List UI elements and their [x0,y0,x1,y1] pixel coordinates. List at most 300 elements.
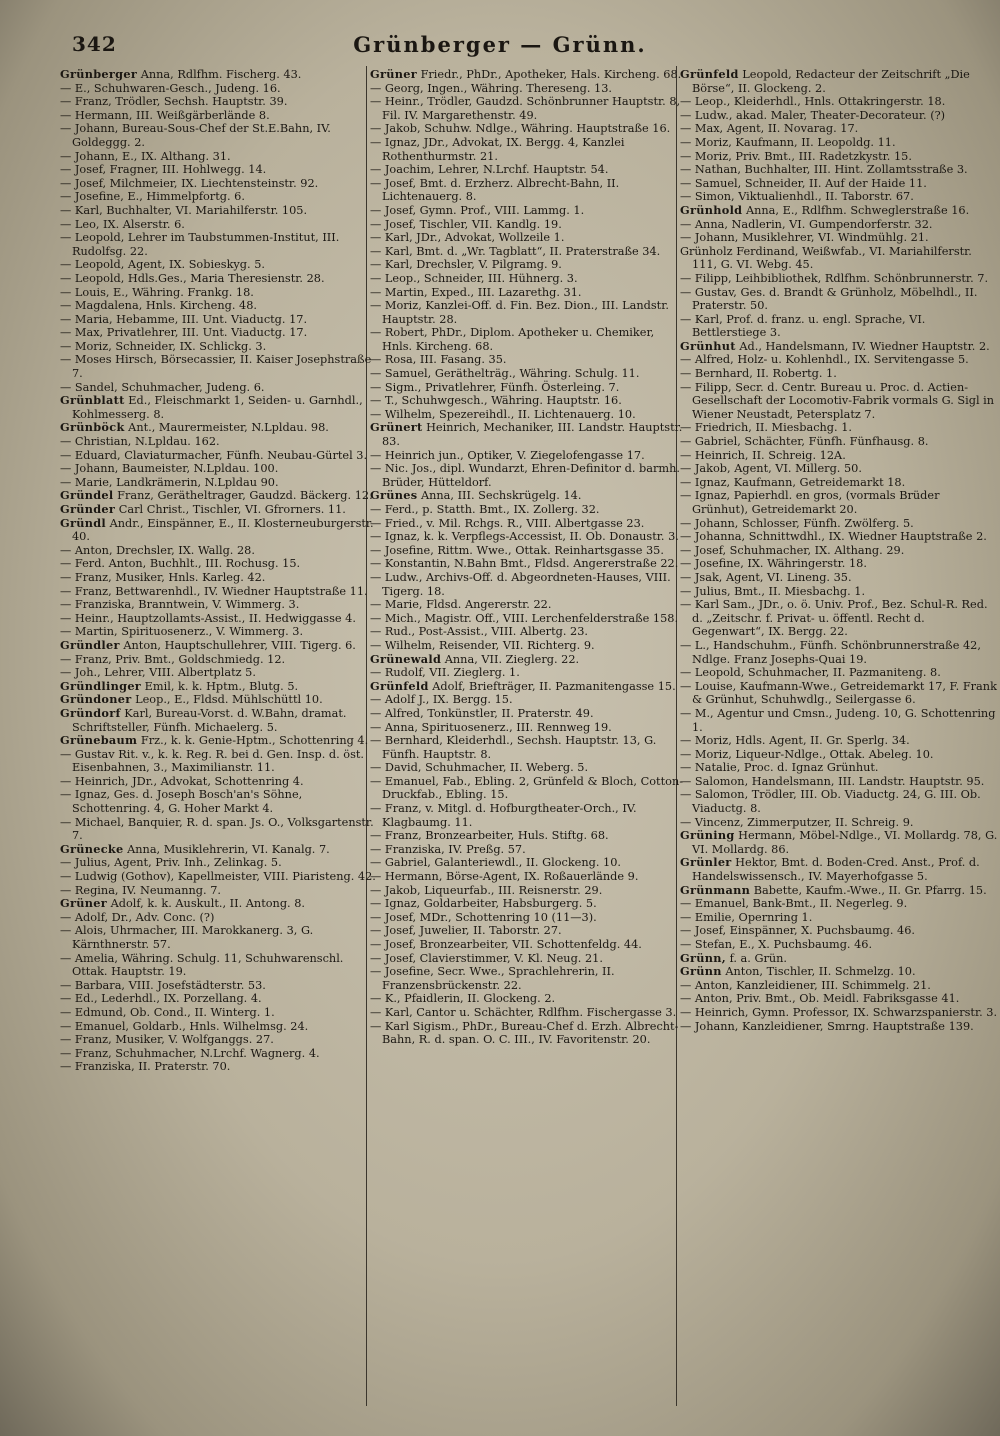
directory-entry [60,1020,376,1034]
page-number: 342 [72,32,117,56]
entry-text: — Ignaz, Goldarbeiter, Habsburgerg. 5. [370,897,597,911]
directory-entry [680,177,998,191]
directory-entry [370,965,686,992]
directory-entry [680,884,998,898]
directory-entry [370,449,686,463]
directory-entry [60,585,376,599]
surname: Grüner [370,68,417,81]
directory-entry [680,856,998,883]
entry-text: — Johann, Bureau-Sous-Chef der St.E.Bahn, IV. Goldeggg. 2. [60,122,331,149]
directory-entry [680,979,998,993]
directory-entry [680,761,998,775]
entry-text: — Wilhelm, Reisender, VII. Richterg. 9. [370,638,595,652]
entry-text: — Moriz, Hdls. Agent, II. Gr. Sperlg. 34. [680,734,910,748]
directory-entry [60,462,376,476]
entry-text: — Filipp, Leihbibliothek, Rdlfhm. Schönbrunnerstr. 7. [680,271,989,285]
entry-text: — Moses Hirsch, Börsecassier, II. Kaiser Josephstraße 7. [60,353,372,381]
directory-entry [680,666,998,680]
directory-entry [680,911,998,925]
directory-entry [370,897,686,911]
directory-entry [60,979,376,993]
surname: Grünecke [60,841,124,856]
entry-text: — Rud., Post-Assist., VIII. Albertg. 23. [370,625,588,639]
entry-text: — Josef, Clavierstimmer, V. Kl. Neug. 21. [370,951,603,965]
entry-text: — Georg, Ingen., Währing. Thereseng. 13. [370,81,612,95]
entry-text: — Leopold, Hdls.Ges., Maria Theresienstr. 28. [60,271,325,285]
directory-entry [370,177,686,204]
entry-text: — Johann, Musiklehrer, VI. Windmühlg. 21. [680,231,929,245]
entry-text: — Rosa, III. Fasang. 35. [370,353,507,367]
entry-text: — Gustav Rit. v., k. k. Reg. R. bei d. Gen. Insp. d. öst. Eisenbahnen, 3., Maximilianstr. 11. [60,747,365,775]
directory-entry [60,911,376,925]
entry-text: — Martin, Spirituosenerz., V. Wimmerg. 3. [60,625,304,639]
directory-entry [370,952,686,966]
directory-entry [60,517,376,544]
entry-text: — Leop., Kleiderhdl., Hnls. Ottakringerstr. 18. [680,95,946,109]
entry-text: — Salomon, Trödler, III. Ob. Viaductg. 24, G. III. Ob. Viaductg. 8. [680,788,981,816]
entry-text: Frz., k. k. Genie-Hptm., Schottenring 4. [140,734,369,748]
directory-entry [60,843,376,857]
surname: Grünberger [60,68,138,81]
directory-entry [60,435,376,449]
entry-text: — Hermann, III. Weißgärberlände 8. [60,108,270,122]
directory-entry [370,680,686,694]
entry-text: — Max, Agent, II. Novarag. 17. [680,122,859,136]
directory-entry [680,190,998,204]
directory-entry [680,367,998,381]
directory-entry [60,666,376,680]
directory-entry [60,163,376,177]
surname: Grünebaum [60,733,138,748]
directory-entry [370,122,686,136]
entry-text: — Louise, Kaufmann-Wwe., Getreidemarkt 17, F. Frank & Grünhut, Schuhwdlg., Seilergasse 6. [680,679,997,707]
directory-entry [370,1020,686,1047]
directory-entry [370,95,686,122]
directory-entry [370,761,686,775]
entry-text: — Johann, E., IX. Althang. 31. [60,149,231,163]
directory-entry [370,421,686,448]
entry-text: — David, Schuhmacher, II. Weberg. 5. [370,761,589,775]
directory-entry [680,517,998,531]
entry-text: Franz, Gerätheltrager, Gaudzd. Bäckerg. 12. [117,489,373,503]
entry-text: — Ferd., p. Statth. Bmt., IX. Zollerg. 32. [370,503,600,516]
directory-entry [60,272,376,286]
directory-entry [370,163,686,177]
surname: Gründl [60,515,107,530]
entry-text: — Karl, JDr., Advokat, Wollzeile 1. [370,231,565,245]
surname: Grünböck [60,420,125,435]
entry-text: — Samuel, Geräthelträg., Währing. Schulg. 11. [370,367,640,381]
entry-text: — Josefine, Rittm. Wwe., Ottak. Reinhartsgasse 35. [370,543,664,557]
entry-text: — Leo, IX. Alserstr. 6. [60,217,185,231]
directory-entry [680,218,998,232]
entry-text: — Leopold, Agent, IX. Sobieskyg. 5. [60,258,265,272]
directory-entry [680,109,998,123]
surname: Grünfeld [680,68,739,81]
entry-text: — Franz, Musiker, Hnls. Karleg. 42. [60,570,266,584]
directory-entry [370,353,686,367]
directory-entry [60,884,376,898]
entry-text: Anton, Tischler, II. Schmelzg. 10. [725,965,916,979]
directory-entry [60,707,376,734]
entry-text: — Moriz, Priv. Bmt., III. Radetzkystr. 15. [680,149,912,163]
entry-text: — Alfred, Holz- u. Kohlenhdl., IX. Servitengasse 5. [680,353,969,367]
directory-entry [60,122,376,149]
surname: Gründler [60,637,120,652]
entry-text: — Karl, Bmt. d. „Wr. Tagblatt“, II. Praterstraße 34. [370,244,661,258]
entry-text: Ant., Maurermeister, N.Lpldau. 98. [128,421,329,435]
directory-entry [370,557,686,571]
entry-text: — Leopold, Lehrer im Taubstummen-Institut, III. Rudolfsg. 22. [60,231,340,258]
directory-entry [370,367,686,381]
entry-text: — Adolf J., IX. Bergg. 15. [370,693,513,707]
entry-text: — Rudolf, VII. Zieglerg. 1. [370,666,520,680]
directory-entry [60,258,376,272]
entry-text: — Gustav, Ges. d. Brandt & Grünholz, Möbelhdl., II. Praterstr. 50. [680,285,978,313]
directory-entry [60,1033,376,1047]
directory-entry [60,231,376,258]
entry-text: — Josef, Schuhmacher, IX. Althang. 29. [680,543,905,557]
directory-entry [680,95,998,109]
directory-entry [60,856,376,870]
directory-entry [370,721,686,735]
directory-entry [60,897,376,911]
directory-entry [680,353,998,367]
directory-entry [370,924,686,938]
directory-entry [680,788,998,815]
entry-text: — Maria, Hebamme, III. Unt. Viaductg. 17. [60,312,308,326]
entry-text: Emil, k. k. Hptm., Blutg. 5. [144,679,299,693]
entry-text: — Ludw., akad. Maler, Theater-Decorateur. (?) [680,108,946,122]
entry-text: — Friedrich, II. Miesbachg. 1. [680,421,852,435]
directory-column-2 [370,68,686,1420]
directory-entry [680,598,998,639]
directory-entry [60,625,376,639]
entry-text: — Bernhard, Kleiderhdl., Sechsh. Hauptstr. 13, G. Fünfh. Hauptstr. 8. [370,734,657,761]
entry-text: — E., Schuhwaren-Gesch., Judeng. 16. [60,81,281,95]
entry-text: Ferdinand, Weißwfab., VI. Mariahilferstr. 111, G. VI. Webg. 45. [692,244,972,272]
entry-text: Anna, Musiklehrerin, VI. Kanalg. 7. [127,842,330,856]
entry-text: Hermann, Möbel-Ndlge., VI. Mollardg. 78, G. VI. Mollardg. 86. [692,829,998,856]
directory-entry [370,870,686,884]
entry-text: — Gabriel, Schächter, Fünfh. Fünfhausg. 8. [680,435,929,449]
entry-text: — Josef, Tischler, VII. Kandlg. 19. [370,217,562,231]
entry-text: — Joachim, Lehrer, N.Lrchf. Hauptstr. 54. [370,163,609,177]
entry-text: — Franz, Musiker, V. Wolfganggs. 27. [60,1033,274,1047]
directory-entry [370,82,686,96]
entry-text: — Johann, Kanzleidiener, Smrng. Hauptstraße 139. [680,1019,974,1033]
directory-entry [60,109,376,123]
entry-text: — Barbara, VIII. Josefstädterstr. 53. [60,978,266,992]
directory-entry [680,435,998,449]
surname: Grüner [60,896,107,911]
entry-text: Leop., E., Fldsd. Mühlschüttl 10. [135,693,323,707]
directory-entry [680,1006,998,1020]
directory-entry [370,326,686,353]
directory-entry [60,992,376,1006]
entry-text: — Anna, Nadlerin, VI. Gumpendorferstr. 32. [680,217,933,231]
entry-text: — Alfred, Tonkünstler, II. Praterstr. 49. [370,706,594,720]
entry-text: — Jakob, Liqueurfab., III. Reisnerstr. 29. [370,883,603,897]
directory-entry [370,503,686,517]
directory-entry [680,1020,998,1034]
directory-entry [370,408,686,422]
entry-text: — Edmund, Ob. Cond., II. Winterg. 1. [60,1005,275,1019]
entry-text: Andr., Einspänner, E., II. Klosterneuburgerstr. 40. [72,516,374,544]
surname: Grünewald [370,651,442,666]
directory-entry [370,286,686,300]
entry-text: — Natalie, Proc. d. Ignaz Grünhut. [680,761,879,775]
entry-text: — Josef, Bmt. d. Erzherz. Albrecht-Bahn, II. Lichtenauerg. 8. [370,176,620,204]
directory-entry [60,639,376,653]
directory-entry [370,856,686,870]
directory-entry [680,992,998,1006]
directory-entry [680,707,998,734]
directory-entry [60,816,376,843]
entry-text: Anna, III. Sechskrügelg. 14. [420,489,582,503]
entry-text: — Heinrich jun., Optiker, V. Ziegelofengasse 17. [370,448,645,462]
directory-entry [680,816,998,830]
directory-entry [680,734,998,748]
entry-text: — Anna, Spirituosenerz., III. Rennweg 19. [370,720,612,734]
directory-entry [370,911,686,925]
directory-entry [680,571,998,585]
entry-text: Adolf, k. k. Auskult., II. Antong. 8. [110,897,306,911]
entry-text: — Moriz, Kanzlei-Off. d. Fin. Bez. Dion., III. Landstr. Hauptstr. 28. [370,299,669,326]
entry-text: — Heinrich, Gymn. Professor, IX. Schwarzspanierstr. 3. [680,1005,998,1019]
entry-text: — Salomon, Handelsmann, III. Landstr. Hauptstr. 95. [680,774,985,788]
directory-column-3 [680,68,998,1420]
directory-entry [370,992,686,1006]
directory-entry [680,245,998,272]
entry-text: — Robert, PhDr., Diplom. Apotheker u. Chemiker, Hnls. Kircheng. 68. [370,326,655,353]
directory-entry [60,326,376,340]
directory-entry [60,476,376,490]
surname: Grünholz [680,244,733,258]
directory-entry [680,340,998,354]
surname: Grüning [680,828,735,843]
directory-entry [370,394,686,408]
entry-text: — Johann, Baumeister, N.Lpldau. 100. [60,462,279,476]
entry-text: — Ludwig (Gothov), Kapellmeister, VIII. Piaristeng. 42. [60,870,376,884]
directory-entry [60,693,376,707]
directory-entry [370,693,686,707]
entry-text: — Karl, Buchhalter, VI. Mariahilferstr. 105. [60,203,308,217]
entry-text: — Josefine, E., Himmelpfortg. 6. [60,190,245,204]
entry-text: — Karl Sigism., PhDr., Bureau-Chef d. Erzh. Albrecht-Bahn, R. d. span. O. C. III., IV. Favoritenstr. 20. [370,1019,679,1047]
surname: Grünler [680,855,732,870]
directory-entry [60,924,376,951]
directory-entry [60,95,376,109]
surname: Grünhut [680,338,736,353]
entry-text: — Michael, Banquier, R. d. span. Js. O., Volksgartenstr. 7. [60,815,374,843]
directory-entry [680,122,998,136]
directory-entry [60,204,376,218]
entry-text: Anna, VII. Zieglerg. 22. [444,652,580,666]
surname: Grünblatt [60,393,125,408]
directory-entry [60,598,376,612]
entry-text: — T., Schuhwgesch., Währing. Hauptstr. 16. [370,394,622,408]
directory-entry [60,218,376,232]
directory-entry [60,680,376,694]
directory-entry [370,884,686,898]
entry-text: — Franziska, Branntwein, V. Wimmerg. 3. [60,598,300,612]
entry-text: — Johann, Schlosser, Fünfh. Zwölferg. 5. [680,516,914,530]
entry-text: Friedr., PhDr., Apotheker, Hals. Kircheng. 68. [420,68,682,81]
entry-text: — Sigm., Privatlehrer, Fünfh. Österleing. 7. [370,380,620,394]
entry-text: — Vincenz, Zimmerputzer, II. Schreig. 9. [680,815,914,829]
entry-text: Anna, Rdlfhm. Fischerg. 43. [140,68,302,81]
directory-entry [680,163,998,177]
directory-entry [370,489,686,503]
directory-entry [60,68,376,82]
entry-text: — Emanuel, Fab., Ebling. 2, Grünfeld & Bloch, Cotton-Druckfab., Ebling. 15. [370,774,684,802]
directory-entry [370,381,686,395]
entry-text: — Josef, MDr., Schottenring 10 (11—3). [370,910,597,924]
directory-entry [370,530,686,544]
directory-entry [370,245,686,259]
entry-text: — Nathan, Buchhalter, III. Hint. Zollamtsstraße 3. [680,163,968,177]
surname: Grünn, [680,950,726,965]
entry-text: — Hermann, Börse-Agent, IX. Roßauerlände 9. [370,870,639,884]
directory-entry [370,231,686,245]
directory-entry [680,952,998,966]
entry-text: — Ignaz, JDr., Advokat, IX. Bergg. 4, Kanzlei Rothenthurmstr. 21. [370,135,625,163]
surname: Gründlinger [60,678,142,693]
directory-entry [60,503,376,517]
entry-text: — Leopold, Schuhmacher, II. Pazmaniteng. 8. [680,666,941,680]
directory-entry [680,476,998,490]
entry-text: — Christian, N.Lpldau. 162. [60,435,220,449]
entry-text: — Josef, Fragner, III. Hohlwegg. 14. [60,163,267,177]
entry-text: — Eduard, Claviaturmacher, Fünfh. Neubau-Gürtel 3. [60,448,368,462]
entry-text: — Fried., v. Mil. Rchgs. R., VIII. Albertgasse 23. [370,516,645,530]
directory-entry [370,666,686,680]
entry-text: — Nic. Jos., dipl. Wundarzt, Ehren-Definitor d. barmh. Brüder, Hütteldorf. [370,462,680,489]
entry-text: f. a. Grün. [729,951,788,965]
surname: Grünes [370,488,418,503]
entry-text: — Franz, Bronzearbeiter, Huls. Stiftg. 68. [370,829,609,843]
entry-text: — Franz, Priv. Bmt., Goldschmiedg. 12. [60,652,286,666]
entry-text: — Josefine, Secr. Wwe., Sprachlehrerin, II. Franzensbrückenstr. 22. [370,965,615,992]
directory-entry [370,598,686,612]
directory-entry [60,788,376,815]
entry-text: — Heinr., Trödler, Gaudzd. Schönbrunner Hauptstr. 8, Fil. IV. Margarethenstr. 49. [370,95,681,122]
directory-entry [680,272,998,286]
entry-text: Leopold, Redacteur der Zeitschrift „Die Börse“, II. Glockeng. 2. [692,68,970,95]
directory-entry [680,748,998,762]
entry-text: — Samuel, Schneider, II. Auf der Haide 11. [680,176,927,190]
directory-entry [370,612,686,626]
entry-text: — Heinrich, JDr., Advokat, Schottenring 4. [60,774,304,788]
directory-entry [680,421,998,435]
directory-entry [60,612,376,626]
entry-text: — Magdalena, Hnls. Kircheng. 48. [60,299,257,313]
surname: Grünert [370,420,423,435]
entry-text: — Franziska, II. Praterstr. 70. [60,1060,231,1074]
entry-text: — Julius, Agent, Priv. Inh., Zelinkag. 5. [60,856,282,870]
entry-text: — Heinr., Hauptzollamts-Assist., II. Hedwiggasse 4. [60,611,356,625]
entry-text: — Regina, IV. Neumanng. 7. [60,883,221,897]
directory-entry [60,544,376,558]
directory-entry [370,136,686,163]
directory-entry [60,353,376,380]
entry-text: — Marie, Landkrämerin, N.Lpldau 90. [60,475,279,489]
directory-entry [370,775,686,802]
directory-entry [60,286,376,300]
entry-text: — Moriz, Liqueur-Ndlge., Ottak. Abeleg. 10. [680,747,934,761]
directory-entry [680,557,998,571]
entry-text: Heinrich, Mechaniker, III. Landstr. Hauptstr. 83. [382,421,683,449]
directory-entry [680,313,998,340]
entry-text: — Ed., Lederhdl., IX. Porzellang. 4. [60,992,262,1006]
surname: Grünn [680,964,722,979]
directory-entry [370,639,686,653]
surname: Grünmann [680,882,751,897]
entry-text: — Josef, Bronzearbeiter, VII. Schottenfeldg. 44. [370,938,642,951]
directory-entry [370,462,686,489]
directory-entry [680,680,998,707]
entry-text: — M., Agentur und Cmsn., Judeng. 10, G. Schottenring 1. [680,706,996,734]
directory-entry [680,938,998,952]
entry-text: — Anton, Drechsler, IX. Wallg. 28. [60,543,255,557]
entry-text: — Sandel, Schuhmacher, Judeng. 6. [60,380,265,394]
directory-entry [370,653,686,667]
entry-text: — Franz, v. Mitgl. d. Hofburgtheater-Orch., IV. Klagbaumg. 11. [370,802,637,829]
surname: Gründel [60,488,114,503]
directory-entry [60,421,376,435]
directory-entry [60,190,376,204]
entry-text: — Josef, Milchmeier, IX. Liechtensteinstr. 92. [60,176,319,190]
entry-text: — Jakob, Agent, VI. Millerg. 50. [680,462,862,476]
entry-text: — Franz, Schuhmacher, N.Lrchf. Wagnerg. 4. [60,1046,320,1060]
entry-text: — Joh., Lehrer, VIII. Albertplatz 5. [60,666,256,680]
directory-entry [370,843,686,857]
entry-text: — Filipp, Secr. d. Centr. Bureau u. Proc. d. Actien-Gesellschaft der Locomotiv-Fabrik vormals G. Sigl in Wiener Neustadt, Petersplatz 7. [680,380,995,421]
entry-text: — Simon, Viktualienhdl., II. Taborstr. 67. [680,190,914,204]
entry-text: — Ferd. Anton, Buchhlt., III. Rochusg. 15. [60,557,301,571]
directory-entry [60,952,376,979]
directory-entry [60,870,376,884]
directory-entry [60,653,376,667]
entry-text: — Franz, Trödler, Sechsh. Hauptstr. 39. [60,95,288,109]
directory-entry [370,272,686,286]
entry-text: — Leop., Schneider, III. Hühnerg. 3. [370,271,578,285]
directory-entry [60,82,376,96]
directory-entry [370,218,686,232]
directory-entry [680,489,998,516]
directory-entry [680,965,998,979]
directory-entry [370,802,686,829]
directory-entry [680,462,998,476]
directory-entry [680,829,998,856]
entry-text: — Martin, Exped., III. Lazarethg. 31. [370,285,582,299]
entry-text: Ad., Handelsmann, IV. Wiedner Hauptstr. 2. [739,339,990,353]
directory-entry [680,924,998,938]
directory-entry [60,748,376,775]
directory-column-1 [60,68,376,1420]
entry-text: — Mich., Magistr. Off., VIII. Lerchenfelderstraße 158. [370,611,679,625]
entry-text: — Johanna, Schnittwdhl., IX. Wiedner Hauptstraße 2. [680,530,987,544]
directory-entry [60,177,376,191]
entry-text: Babette, Kaufm.-Wwe., II. Gr. Pfarrg. 15. [753,883,987,897]
entry-text: — Emilie, Opernring 1. [680,910,813,924]
directory-entry [60,381,376,395]
directory-entry [680,136,998,150]
entry-text: — Franz, Bettwarenhdl., IV. Wiedner Hauptstraße 11. [60,584,368,598]
directory-entry [680,381,998,422]
directory-entry [60,150,376,164]
